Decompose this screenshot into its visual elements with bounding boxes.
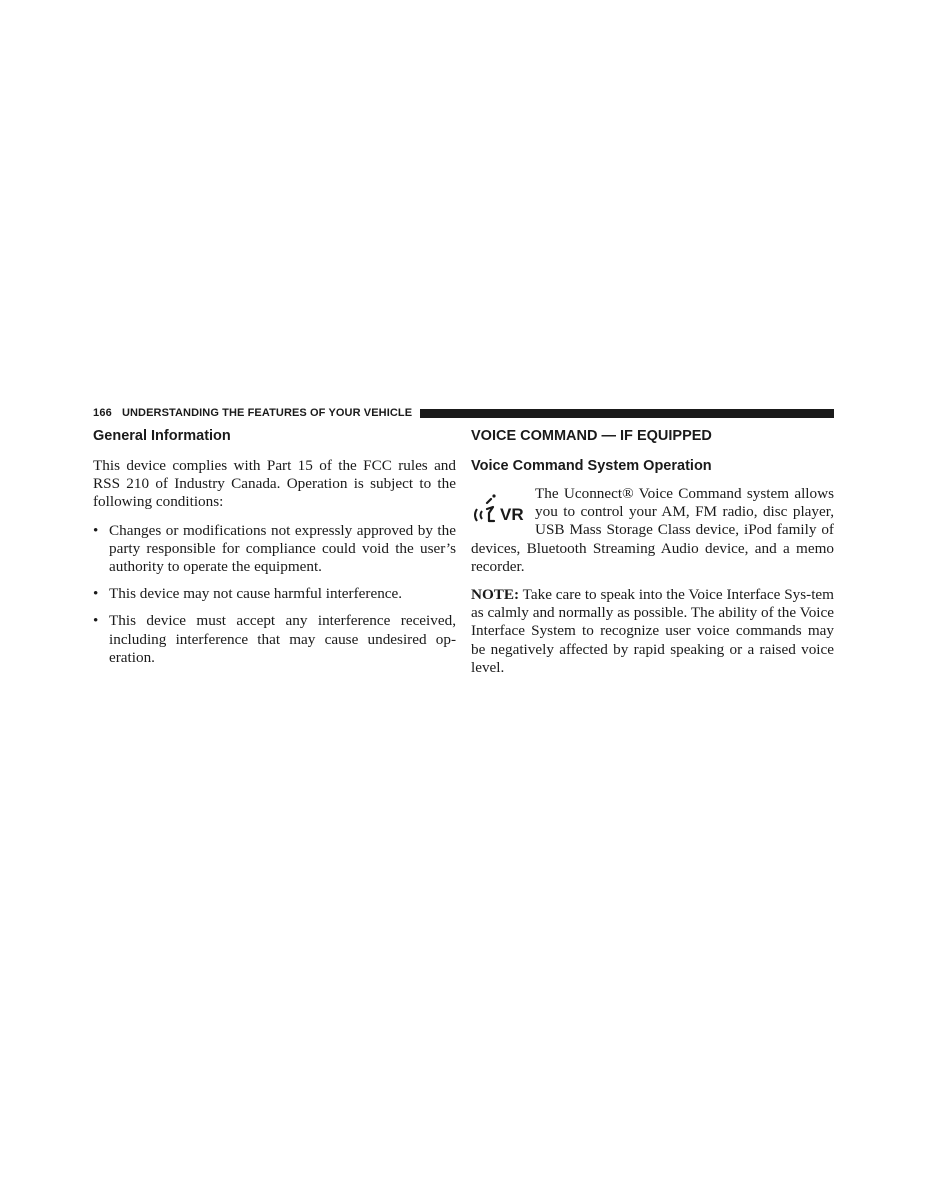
list-item-text: This device must accept any interference received, including interference that may cause undesired op-eration. [109, 612, 456, 666]
voice-command-description [471, 485, 834, 576]
note-text: Take care to speak into the Voice Interface Sys-tem as calmly and normally as possible. The ability of the Voice Interface System to recognize user voice commands may be negatively affected by rapid speaking or a raised voice level. [471, 586, 834, 676]
list-item [93, 612, 456, 667]
page-number: 166 [93, 407, 112, 419]
voice-command-paragraph: The Uconnect® Voice Command system allows you to control your AM, FM radio, disc player, USB Mass Storage Class device, iPod family of devices, Bluetooth Streaming Audio device, and a memo recorder. [471, 485, 834, 575]
list-item [93, 585, 456, 603]
general-information-heading: General Information [93, 428, 231, 444]
list-item-text: Changes or modifications not expressly approved by the party responsible for compliance could void the user’s authority to operate the equipment. [109, 521, 456, 576]
right-column [471, 427, 834, 687]
vr-label: VR [500, 505, 524, 524]
bullet-glyph: • [93, 521, 99, 539]
voice-recognition-icon [471, 489, 529, 529]
list-item-text: This device may not cause harmful interference. [109, 585, 403, 603]
conditions-list [93, 522, 456, 667]
bullet-glyph: • [93, 585, 99, 603]
voice-command-section-heading: VOICE COMMAND — IF EQUIPPED [471, 428, 712, 444]
list-item [93, 522, 456, 577]
voice-command-operation-heading: Voice Command System Operation [471, 458, 712, 474]
chapter-title: UNDERSTANDING THE FEATURES OF YOUR VEHICLE [121, 407, 413, 419]
fcc-intro-paragraph: This device complies with Part 15 of the FCC rules and RSS 210 of Industry Canada. Operation is subject to the following conditions: [93, 457, 456, 511]
left-column [93, 427, 456, 676]
note-label: NOTE: [471, 586, 520, 604]
page-header [93, 406, 834, 420]
bullet-glyph: • [93, 612, 99, 630]
header-rule [420, 409, 834, 418]
note-paragraph [471, 586, 834, 677]
